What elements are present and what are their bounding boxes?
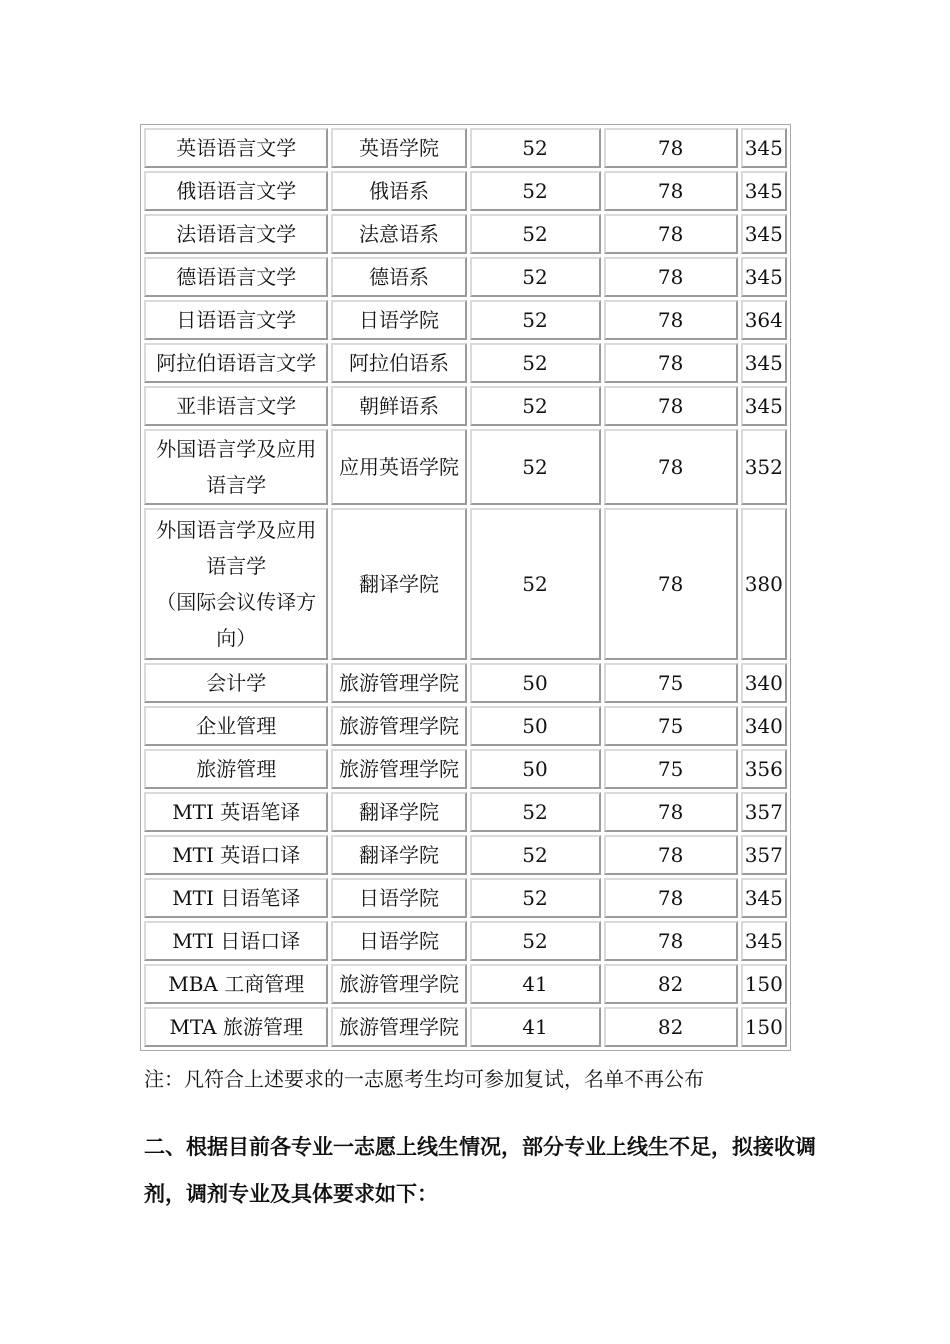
score-150-cell: 78 — [604, 257, 738, 297]
major-cell: MTI 英语口译 — [144, 835, 328, 875]
table-row — [144, 300, 787, 340]
score-150-cell: 75 — [604, 749, 738, 789]
score-150-cell: 78 — [604, 792, 738, 832]
score-100-cell: 50 — [470, 749, 601, 789]
table-row — [144, 343, 787, 383]
table-row — [144, 964, 787, 1004]
score-150-cell: 78 — [604, 343, 738, 383]
score-150-cell: 78 — [604, 921, 738, 961]
score-150-cell: 75 — [604, 706, 738, 746]
score-100-cell: 50 — [470, 706, 601, 746]
total-cell: 340 — [741, 706, 787, 746]
score-100-cell: 52 — [470, 257, 601, 297]
table-row — [144, 214, 787, 254]
total-cell: 357 — [741, 792, 787, 832]
major-cell: 旅游管理 — [144, 749, 328, 789]
major-line: 语言学 — [206, 554, 267, 578]
score-150-cell: 82 — [604, 964, 738, 1004]
total-cell: 357 — [741, 835, 787, 875]
major-cell: 俄语语言文学 — [144, 171, 328, 211]
score-150-cell: 78 — [604, 171, 738, 211]
dept-cell: 旅游管理学院 — [331, 663, 466, 703]
major-line: （国际会议传译方 — [156, 590, 317, 614]
major-cell: 阿拉伯语语言文学 — [144, 343, 328, 383]
table-row — [144, 706, 787, 746]
score-100-cell: 52 — [470, 429, 601, 505]
major-line: 外国语言学及应用 — [156, 518, 317, 542]
major-cell: 德语语言文学 — [144, 257, 328, 297]
score-table-frame — [140, 124, 791, 1051]
major-line: 外国语言学及应用 — [156, 437, 317, 461]
dept-cell: 日语学院 — [331, 878, 466, 918]
table-row — [144, 1007, 787, 1047]
major-cell: 企业管理 — [144, 706, 328, 746]
table-row — [144, 386, 787, 426]
total-cell: 150 — [741, 1007, 787, 1047]
dept-cell: 日语学院 — [331, 921, 466, 961]
major-cell: 会计学 — [144, 663, 328, 703]
dept-cell: 阿拉伯语系 — [331, 343, 466, 383]
major-cell: MTI 日语笔译 — [144, 878, 328, 918]
total-cell: 345 — [741, 921, 787, 961]
total-cell: 352 — [741, 429, 787, 505]
score-100-cell: 52 — [470, 386, 601, 426]
dept-cell: 翻译学院 — [331, 792, 466, 832]
major-line: 向） — [216, 626, 257, 650]
section-two-heading: 二、根据目前各专业一志愿上线生情况，部分专业上线生不足，拟接收调剂，调剂专业及具体要求如下： — [144, 1135, 816, 1206]
major-cell — [144, 508, 328, 660]
score-150-cell: 78 — [604, 508, 738, 660]
major-cell: 法语语言文学 — [144, 214, 328, 254]
major-cell — [144, 429, 328, 505]
total-cell: 356 — [741, 749, 787, 789]
table-row — [144, 792, 787, 832]
dept-cell: 法意语系 — [331, 214, 466, 254]
score-100-cell: 52 — [470, 508, 601, 660]
total-cell: 345 — [741, 214, 787, 254]
table-row — [144, 663, 787, 703]
major-cell: MBA 工商管理 — [144, 964, 328, 1004]
dept-cell: 俄语系 — [331, 171, 466, 211]
table-row — [144, 749, 787, 789]
total-cell: 345 — [741, 128, 787, 168]
dept-cell: 旅游管理学院 — [331, 1007, 466, 1047]
dept-cell: 日语学院 — [331, 300, 466, 340]
score-100-cell: 52 — [470, 128, 601, 168]
score-100-cell: 41 — [470, 964, 601, 1004]
dept-cell: 旅游管理学院 — [331, 706, 466, 746]
table-row — [144, 429, 787, 505]
table-row — [144, 128, 787, 168]
score-100-cell: 52 — [470, 792, 601, 832]
dept-cell: 德语系 — [331, 257, 466, 297]
score-150-cell: 78 — [604, 429, 738, 505]
dept-cell: 英语学院 — [331, 128, 466, 168]
total-cell: 345 — [741, 343, 787, 383]
total-cell: 345 — [741, 878, 787, 918]
score-100-cell: 52 — [470, 921, 601, 961]
score-100-cell: 52 — [470, 214, 601, 254]
major-cell: MTI 日语口译 — [144, 921, 328, 961]
major-cell: 亚非语言文学 — [144, 386, 328, 426]
table-body — [144, 128, 787, 1047]
dept-cell: 应用英语学院 — [331, 429, 466, 505]
major-cell: MTA 旅游管理 — [144, 1007, 328, 1047]
score-table — [141, 125, 790, 1050]
score-150-cell: 78 — [604, 128, 738, 168]
dept-cell: 旅游管理学院 — [331, 749, 466, 789]
total-cell: 345 — [741, 257, 787, 297]
major-line: 语言学 — [206, 473, 267, 497]
table-row — [144, 508, 787, 660]
major-cell: 英语语言文学 — [144, 128, 328, 168]
dept-cell: 翻译学院 — [331, 508, 466, 660]
score-100-cell: 52 — [470, 878, 601, 918]
table-row — [144, 921, 787, 961]
major-cell: MTI 英语笔译 — [144, 792, 328, 832]
score-150-cell: 75 — [604, 663, 738, 703]
total-cell: 380 — [741, 508, 787, 660]
table-row — [144, 171, 787, 211]
table-row — [144, 878, 787, 918]
table-note: 注：凡符合上述要求的一志愿考生均可参加复试，名单不再公布 — [144, 1067, 704, 1091]
major-cell: 日语语言文学 — [144, 300, 328, 340]
total-cell: 345 — [741, 171, 787, 211]
score-100-cell: 52 — [470, 835, 601, 875]
score-100-cell: 50 — [470, 663, 601, 703]
total-cell: 340 — [741, 663, 787, 703]
total-cell: 364 — [741, 300, 787, 340]
score-100-cell: 41 — [470, 1007, 601, 1047]
score-150-cell: 82 — [604, 1007, 738, 1047]
dept-cell: 翻译学院 — [331, 835, 466, 875]
table-row — [144, 835, 787, 875]
score-150-cell: 78 — [604, 835, 738, 875]
score-150-cell: 78 — [604, 878, 738, 918]
score-100-cell: 52 — [470, 343, 601, 383]
score-100-cell: 52 — [470, 300, 601, 340]
total-cell: 345 — [741, 386, 787, 426]
dept-cell: 旅游管理学院 — [331, 964, 466, 1004]
table-row — [144, 257, 787, 297]
score-150-cell: 78 — [604, 214, 738, 254]
score-150-cell: 78 — [604, 386, 738, 426]
dept-cell: 朝鲜语系 — [331, 386, 466, 426]
score-150-cell: 78 — [604, 300, 738, 340]
total-cell: 150 — [741, 964, 787, 1004]
score-100-cell: 52 — [470, 171, 601, 211]
